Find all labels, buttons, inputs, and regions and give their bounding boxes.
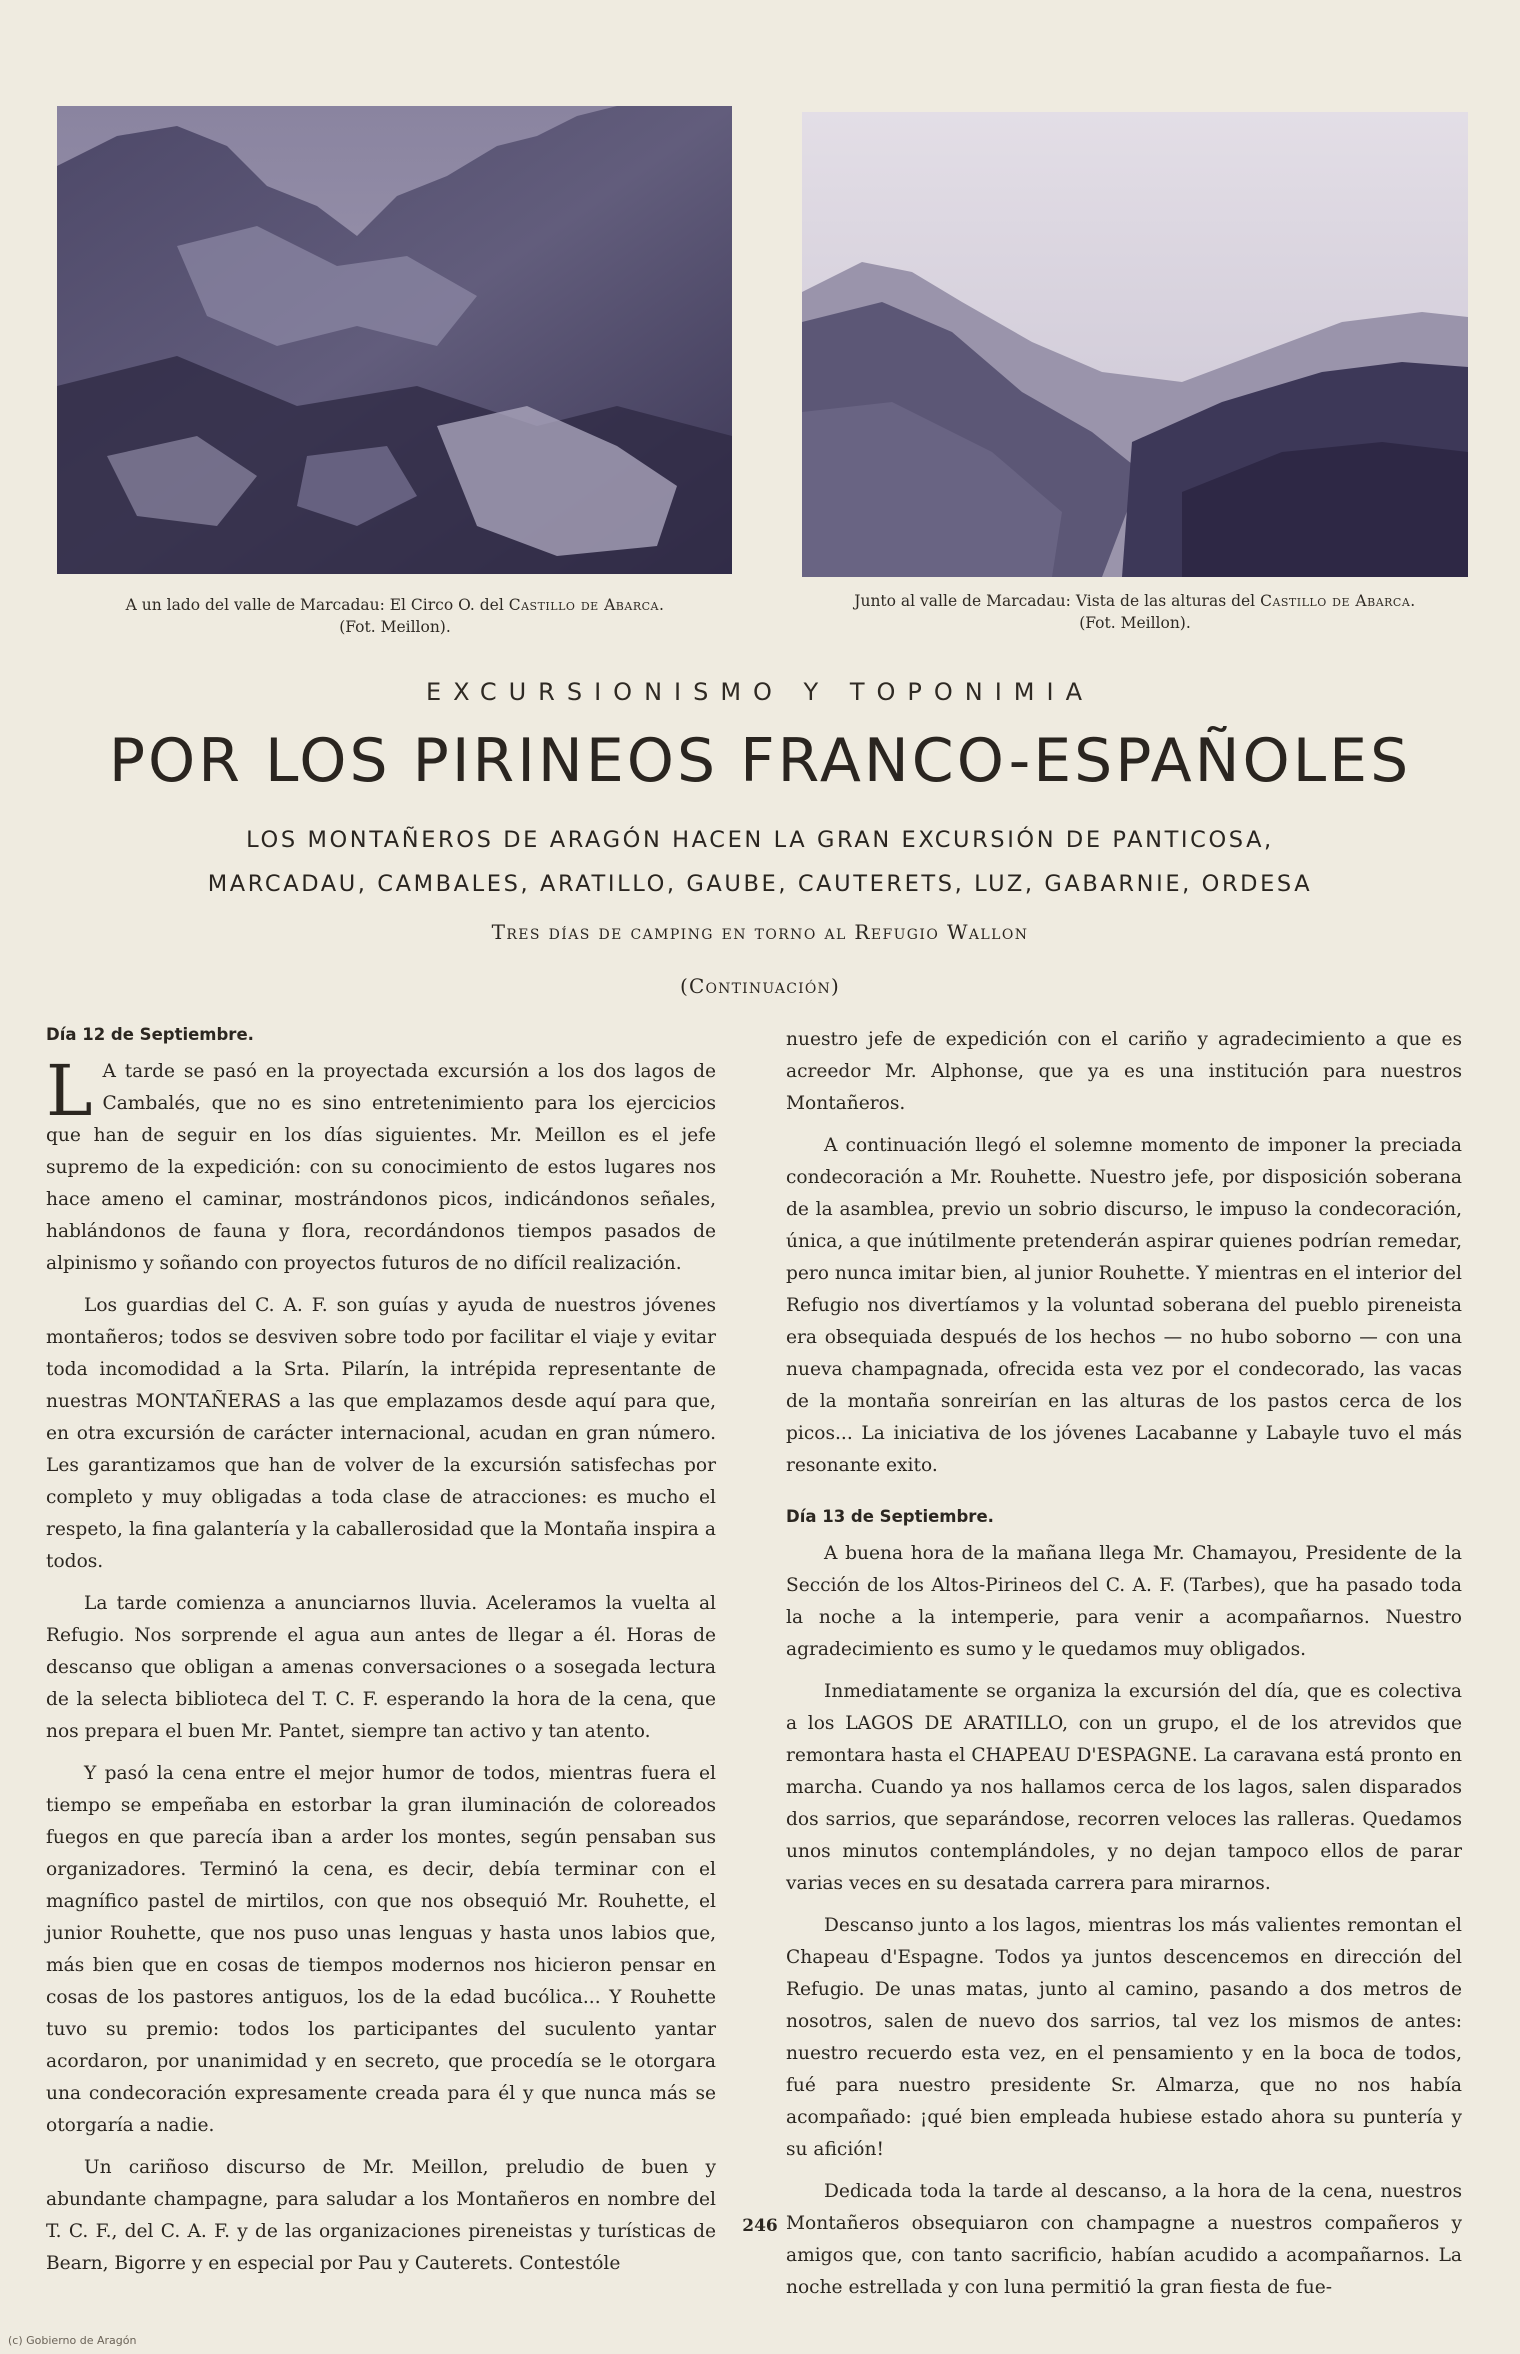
paragraph: Un cariñoso discurso de Mr. Meillon, preludio de buen y abundante champagne, para saludar a los Montañeros en nombre del T. C. F., del C. A. F. y de las organizaciones pireneistas y turísticas de Bearn, Bigorre y en especial por Pau y Cauterets. Contestóle: [46, 2157, 716, 2274]
caption-text: A un lado del valle de Marcadau: El Circo O. del: [125, 596, 504, 614]
caption-text: Junto al valle de Marcadau: Vista de las alturas del: [854, 592, 1256, 610]
mountain-photo-left: [57, 106, 732, 574]
article-title: POR LOS PIRINEOS FRANCO-ESPAÑOLES: [108, 726, 1412, 796]
right-column: [786, 1024, 1462, 2314]
paragraph: Descanso junto a los lagos, mientras los más valientes remontan el Chapeau d'Espagne. Todos ya juntos descencemos en dirección del Refugio. De unas matas, junto al camino, pasando a dos metros de nosotros, salen de nuevo dos sarrios, tal vez los mismos de antes: nuestro recuerdo esta vez, en el pensamiento y en la boca de todos, fué para nuestro presidente Sr. Almarza, que no nos había acompañado: ¡qué bien empleada hubiese estado ahora su puntería y su afición!: [786, 1915, 1462, 2160]
day-heading-12: Día 12 de Septiembre.: [46, 1025, 254, 1044]
caption-credit: (Fot. Meillon).: [1079, 614, 1191, 632]
day-heading-13: Día 13 de Septiembre.: [786, 1507, 994, 1526]
caption-place: Castillo de Abarca.: [1260, 592, 1416, 610]
drop-cap: L: [46, 1050, 93, 1132]
paragraph: [46, 1050, 716, 1280]
continuation-label: (Continuación): [679, 974, 840, 998]
paragraph: La tarde comienza a anunciarnos lluvia. Aceleramos la vuelta al Refugio. Nos sorprende el agua aun antes de llegar a él. Horas de descanso que obligan a amenas conversaciones o a sosegada lectura de la selecta biblioteca del T. C. F. esperando la hora de la cena, que nos prepara el buen Mr. Pantet, siempre tan activo y tan atento.: [46, 1593, 716, 1742]
article-subtitle: [140, 818, 1380, 906]
paragraph: A continuación llegó el solemne momento de imponer la preciada condecoración a Mr. Rouhette. Nuestro jefe, por disposición soberana de la asamblea, previo un sobrio discurso, le impuso la condecoración, única, a que inútilmente pretenderán aspirar quienes podrían remedar, pero nunca imitar bien, al junior Rouhette. Y mientras en el interior del Refugio nos divertíamos y la voluntad soberana del pueblo pireneista era obsequiada después de los hechos — no hubo soborno — con una nueva champagnada, ofrecida esta vez por el condecorado, las vacas de la montaña sonreirían en las alturas de los pastos cerca de los picos... La iniciativa de los jóvenes Lacabanne y Labayle tuvo el más resonante exito.: [786, 1135, 1462, 1476]
subtitle-line-2: MARCADAU, CAMBALES, ARATILLO, GAUBE, CAUTERETS, LUZ, GABARNIE, ORDESA: [207, 871, 1313, 897]
photo-alturas-castillo-de-abarca: [802, 112, 1468, 577]
page-number: 246: [742, 2216, 778, 2236]
paragraph: nuestro jefe de expedición con el cariño y agradecimiento a que es acreedor Mr. Alphonse, que ya es una institución para nuestros Montañeros.: [786, 1029, 1462, 1114]
paragraph: Y pasó la cena entre el mejor humor de todos, mientras fuera el tiempo se empeñaba en estorbar la gran iluminación de coloreados fuegos en que parecía iban a arder los montes, según pensaban sus organizadores. Terminó la cena, es decir, debía terminar con el magnífico pastel de mirtilos, con que nos obsequió Mr. Rouhette, el junior Rouhette, que nos puso unas lenguas y hasta unos labios que, más bien que en cosas de tiempos modernos nos hicieron pensar en cosas de los pastores antiguos, los de la edad bucólica... Y Rouhette tuvo su premio: todos los participantes del suculento yantar acordaron, por unanimidad y en secreto, que procedía se le otorgara una condecoración expresamente creada para él y que nunca más se otorgaría a nadie.: [46, 1763, 716, 2136]
caption-credit: (Fot. Meillon).: [339, 618, 451, 636]
paragraph-text: A tarde se pasó en la proyectada excursión a los dos lagos de Cambalés, que no es sino entretenimiento para los ejercicios que han de seguir en los días siguientes. Mr. Meillon es el jefe supremo de la expedición: con su conocimiento de estos lugares nos hace ameno el caminar, mostrándonos picos, indicándonos señales, hablándonos de fauna y flora, recordándonos tiempos pasados de alpinismo y soñando con proyectos futuros de no difícil realización.: [46, 1061, 716, 1274]
paragraph: Los guardias del C. A. F. son guías y ayuda de nuestros jóvenes montañeros; todos se desviven sobre todo por facilitar el viaje y evitar toda incomodidad a la Srta. Pilarín, la intrépida representante de nuestras MONTAÑERAS a las que emplazamos desde aquí para que, en otra excursión de carácter internacional, acudan en gran número. Les garantizamos que han de volver de la excursión satisfechas por completo y muy obligadas a toda clase de atracciones: es mucho el respeto, la fina galantería y la caballerosidad que la Montaña inspira a todos.: [46, 1295, 716, 1572]
photo-circo-castillo-de-abarca: [57, 106, 732, 574]
copyright-notice: (c) Gobierno de Aragón: [8, 2334, 137, 2347]
article-tagline: Tres días de camping en torno al Refugio Wallon: [491, 920, 1029, 944]
caption-place: Castillo de Abarca.: [508, 596, 665, 614]
photo-caption-right: [800, 590, 1470, 634]
paragraph: Dedicada toda la tarde al descanso, a la hora de la cena, nuestros Montañeros obsequiaron con champagne a nuestros compañeros y amigos que, con tanto sacrificio, habían acudido a acompañarnos. La noche estrellada y con luna permitió la gran fiesta de fue-: [786, 2181, 1462, 2298]
paragraph: A buena hora de la mañana llega Mr. Chamayou, Presidente de la Sección de los Altos-Pirineos del C. A. F. (Tarbes), que ha pasado toda la noche a la intemperie, para venir a acompañarnos. Nuestro agradecimiento es sumo y le quedamos muy obligados.: [786, 1543, 1462, 1660]
mountain-photo-right: [802, 112, 1468, 577]
subtitle-line-1: LOS MONTAÑEROS DE ARAGÓN HACEN LA GRAN EXCURSIÓN DE PANTICOSA,: [246, 827, 1274, 853]
paragraph: Inmediatamente se organiza la excursión del día, que es colectiva a los LAGOS DE ARATILLO, con un grupo, el de los atrevidos que remontara hasta el CHAPEAU D'ESPAGNE. La caravana está pronto en marcha. Cuando ya nos hallamos cerca de los lagos, salen disparados dos sarrios, que separándose, recorren veloces las ralleras. Quedamos unos minutos contemplándoles, y no dejan tampoco ellos de parar varias veces en su desatada carrera para mirarnos.: [786, 1681, 1462, 1894]
left-column: [46, 1022, 716, 2290]
photo-caption-left: [60, 594, 730, 638]
section-label: EXCURSIONISMO Y TOPONIMIA: [426, 678, 1094, 706]
